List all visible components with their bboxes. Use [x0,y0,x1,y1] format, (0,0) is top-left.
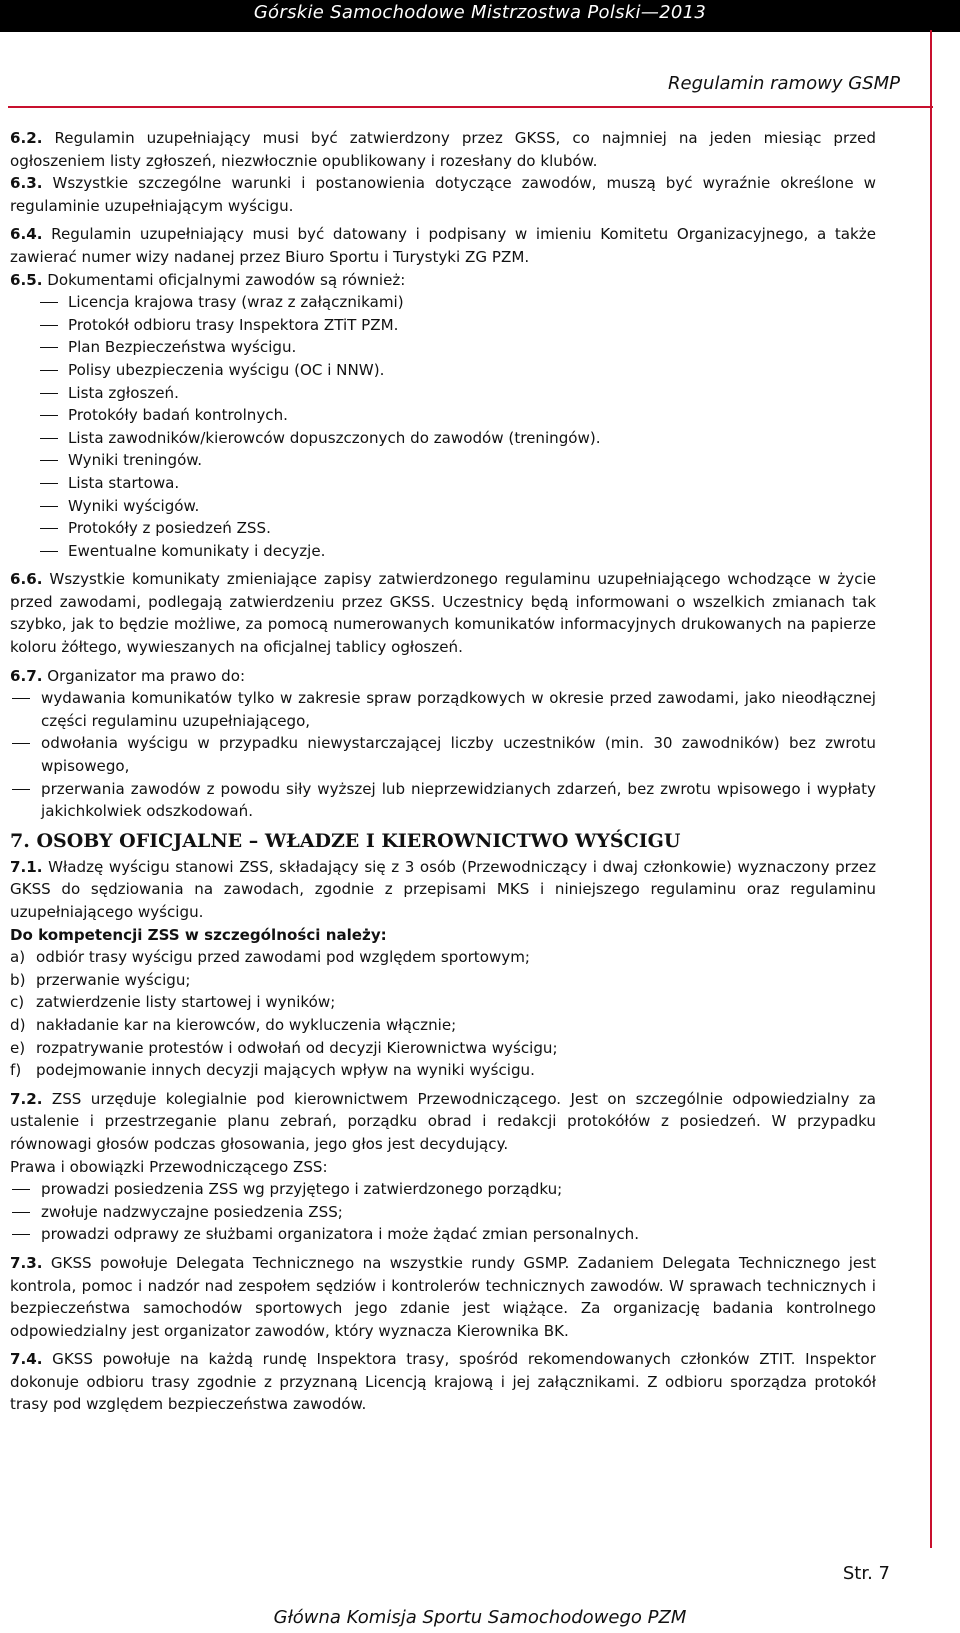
paragraph-7-1 [10,856,876,924]
list-item: Protokóły z posiedzeń ZSS. [10,517,876,540]
paragraph-6-6 [10,568,876,658]
zss-competence-heading: Do kompetencji ZSS w szczególności należy: [10,925,387,944]
official-documents-list [10,291,876,562]
list-item: Wyniki wyścigów. [10,495,876,518]
list-text: rozpatrywanie protestów i odwołań od decyzji Kierownictwa wyścigu; [36,1038,558,1057]
list-item [10,1059,876,1082]
list-item: Wyniki treningów. [10,449,876,472]
paragraph-text: Organizator ma prawo do: [42,666,246,685]
paragraph-6-2 [10,127,876,172]
list-item: prowadzi posiedzenia ZSS wg przyjętego i zatwierdzonego porządku; [10,1178,876,1201]
paragraph-6-4 [10,223,876,268]
list-item: odwołania wyścigu w przypadku niewystarczającej liczby uczestników (min. 30 zawodników) bez zwrotu wpisowego, [10,732,876,777]
paragraph-text: Dokumentami oficjalnymi zawodów są również: [42,270,406,289]
paragraph-number: 6.4. [10,225,43,244]
list-item [10,1037,876,1060]
paragraph-number: 7.4. [10,1350,43,1369]
list-item [10,946,876,969]
list-item [10,991,876,1014]
paragraph-number: 7.3. [10,1253,43,1272]
paragraph-text: Wszystkie komunikaty zmieniające zapisy zatwierdzonego regulaminu uzupełniającego wchodzące w życie przed zawodami, podlegają zatwierdzeniu przez GKSS. Uczestnicy będą informowani o wszelkich zmianach tak szybko, jak to będzie możliwe, za pomocą numerowanych komunikatów informacyjnych drukowanych na papierze koloru żółtego, wywieszanych na oficjalnej tablicy ogłoszeń. [10,570,876,657]
paragraph-7-3 [10,1252,876,1342]
list-letter: f) [10,1061,22,1080]
margin-rule [930,30,932,1548]
zss-tasks-list [10,946,876,1082]
header-banner [0,0,960,32]
paragraph-number: 7.2. [10,1089,43,1108]
paragraph-number: 6.3. [10,174,43,193]
list-text: zatwierdzenie listy startowej i wyników; [36,993,336,1012]
header-rule [8,106,933,108]
list-letter: a) [10,948,26,967]
paragraph-text: GKSS powołuje na każdą rundę Inspektora trasy, spośród rekomendowanych członków ZTIT. Inspektor dokonuje odbioru trasy zgodnie z przyznaną Licencją krajową i jej załącznikami. Z odbioru sporządza protokół trasy pod względem bezpieczeństwa zawodów. [10,1350,876,1414]
paragraph-text: Wszystkie szczególne warunki i postanowienia dotyczące zawodów, muszą być wyraźnie określone w regulaminie uzupełniającym wyścigu. [10,174,876,215]
list-item: Polisy ubezpieczenia wyścigu (OC i NNW). [10,359,876,382]
list-item: Protokóły badań kontrolnych. [10,404,876,427]
paragraph-text: Władzę wyścigu stanowi ZSS, składający się z 3 osób (Przewodniczący i dwaj członkowie) wyznaczony przez GKSS do sędziowania na zawodach, zgodnie z przepisami MKS i niniejszego regulaminu oraz regulaminu uzupełniającego wyścigu. [10,857,876,921]
list-item: Protokół odbioru trasy Inspektora ZTiT PZM. [10,314,876,337]
paragraph-7-2 [10,1088,876,1156]
paragraph-number: 6.2. [10,129,43,147]
page-number: Str. 7 [842,1563,890,1584]
paragraph-number: 6.6. [10,570,43,589]
list-item: wydawania komunikatów tylko w zakresie spraw porządkowych w okresie przed zawodami, jako nieodłącznej części regulaminu uzupełniającego, [10,687,876,732]
organizer-rights-list [10,687,876,823]
header-banner-title: Górskie Samochodowe Mistrzostwa Polski—2013 [253,2,707,23]
list-text: odbiór trasy wyścigu przed zawodami pod względem sportowym; [36,948,531,967]
document-subtitle: Regulamin ramowy GSMP [668,73,900,94]
list-item: zwołuje nadzwyczajne posiedzenia ZSS; [10,1201,876,1224]
paragraph-6-3 [10,172,876,217]
list-text: przerwanie wyścigu; [36,970,191,989]
list-item: Lista zgłoszeń. [10,382,876,405]
list-item [10,1014,876,1037]
list-letter: b) [10,970,26,989]
list-item [10,969,876,992]
paragraph-text: ZSS urzęduje kolegialnie pod kierownictwem Przewodniczącego. Jest on szczególnie odpowiedzialny za ustalenie i przestrzeganie planu zebrań, porządku obrad i redakcji protokółów z posiedzeń. W przypadku równowagi głosów podczas głosowania, jego głos jest decydujący. [10,1089,876,1153]
list-item: przerwania zawodów z powodu siły wyższej lub nieprzewidzianych zdarzeń, bez zwrotu wpisowego i wypłaty jakichkolwiek odszkodowań. [10,778,876,823]
paragraph-number: 7.1. [10,857,43,876]
chair-duties-list [10,1178,876,1246]
chair-rights-heading: Prawa i obowiązki Przewodniczącego ZSS: [10,1157,328,1176]
list-item: Ewentualne komunikaty i decyzje. [10,540,876,563]
paragraph-number: 6.7. [10,666,43,685]
paragraph-text: Regulamin uzupełniający musi być datowany i podpisany w imieniu Komitetu Organizacyjnego, a także zawierać numer wizy nadanej przez Biuro Sportu i Turystyki ZG PZM. [10,225,876,266]
footer-organization: Główna Komisja Sportu Samochodowego PZM [273,1607,687,1628]
list-item: Lista zawodników/kierowców dopuszczonych do zawodów (treningów). [10,427,876,450]
list-letter: c) [10,993,25,1012]
section-heading-7: 7. OSOBY OFICJALNE – WŁADZE I KIEROWNICTWO WYŚCIGU [10,829,681,852]
document-body [10,127,876,1416]
paragraph-text: Regulamin uzupełniający musi być zatwierdzony przez GKSS, co najmniej na jeden miesiąc przed ogłoszeniem listy zgłoszeń, niezwłocznie opublikowany i rozesłany do klubów. [10,129,876,170]
paragraph-text: GKSS powołuje Delegata Technicznego na wszystkie rundy GSMP. Zadaniem Delegata Technicznego jest kontrola, pomoc i nadzór nad zespołem sędziów i kontrolerów technicznych zawodów. W sprawach technicznych i bezpieczeństwa samochodów sportowych jego zdanie jest wiążące. Za organizację badania kontrolnego odpowiedzialny jest organizator zawodów, który wyznacza Kierownika BK. [10,1253,876,1340]
paragraph-6-7 [10,665,876,688]
list-item: Plan Bezpieczeństwa wyścigu. [10,336,876,359]
list-letter: d) [10,1015,26,1034]
list-item: Licencja krajowa trasy (wraz z załącznikami) [10,291,876,314]
paragraph-number: 6.5. [10,270,43,289]
paragraph-6-5 [10,269,876,292]
list-text: podejmowanie innych decyzji mających wpływ na wyniki wyścigu. [36,1061,535,1080]
list-letter: e) [10,1038,26,1057]
paragraph-7-4 [10,1348,876,1416]
list-item: prowadzi odprawy ze służbami organizatora i może żądać zmian personalnych. [10,1223,876,1246]
list-item: Lista startowa. [10,472,876,495]
list-text: nakładanie kar na kierowców, do wykluczenia włącznie; [36,1015,457,1034]
